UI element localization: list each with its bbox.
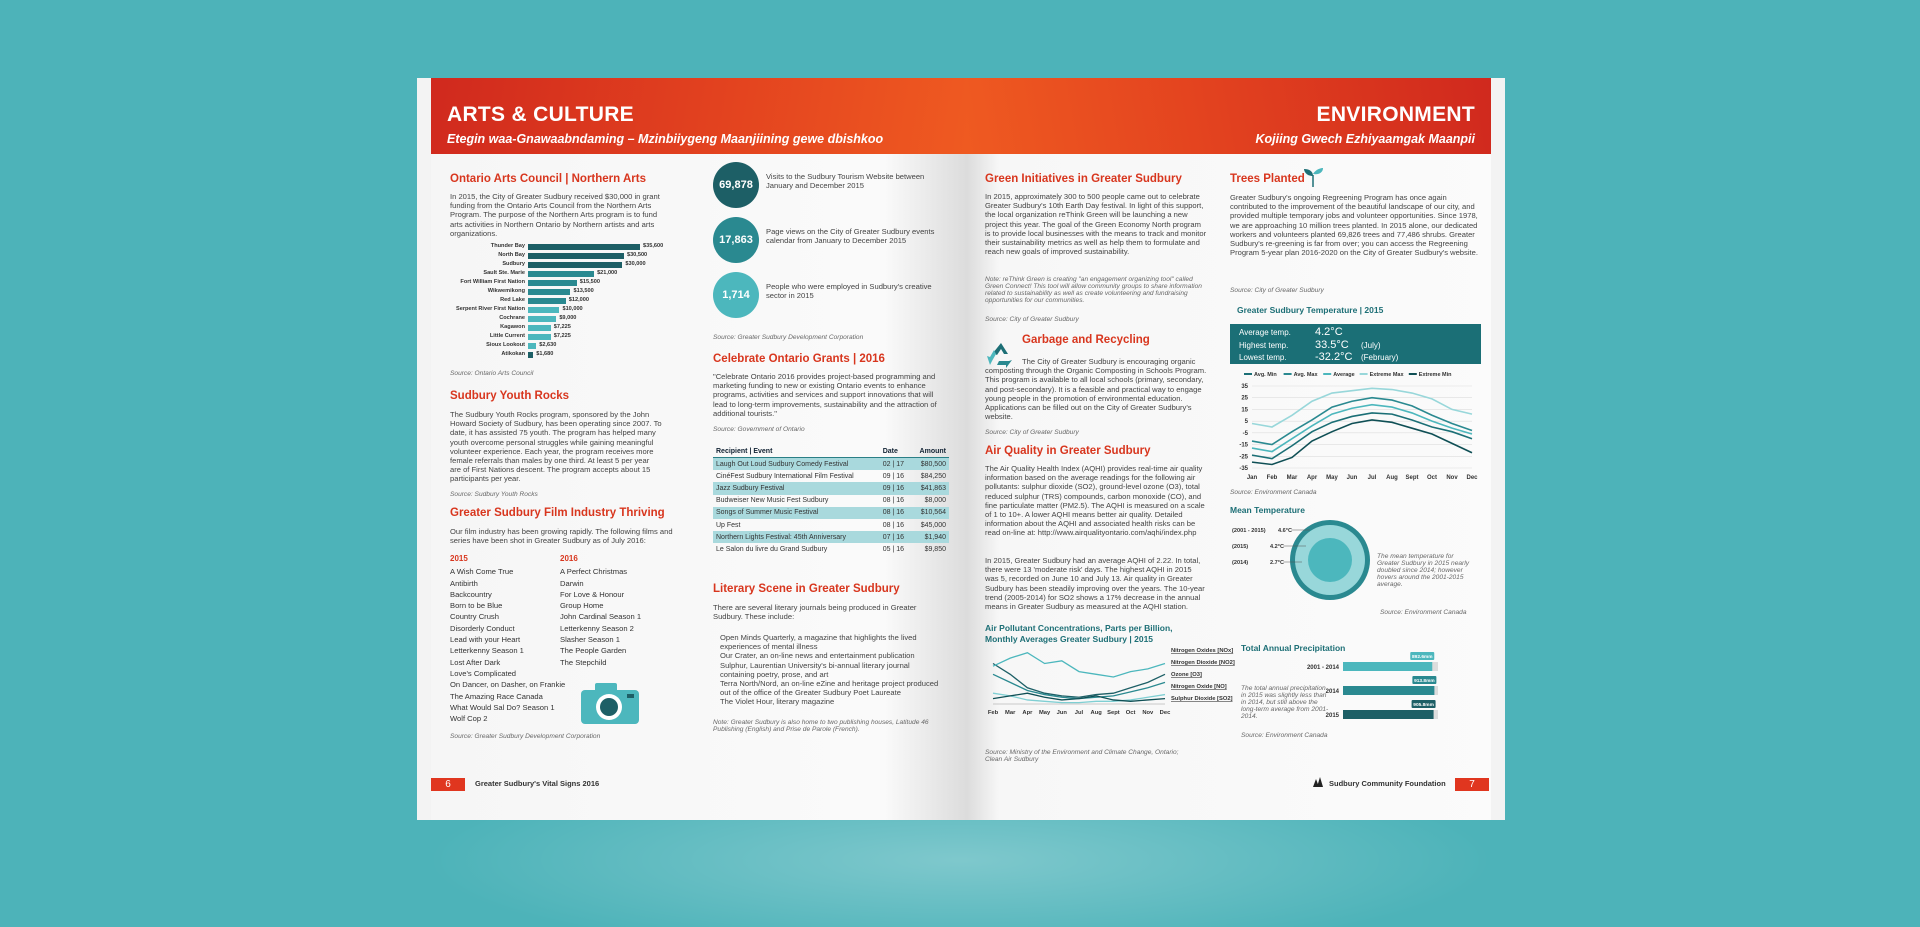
x-tick-label: Feb (987, 710, 999, 716)
page-edge (1491, 78, 1505, 820)
youth-rocks-body: The Sudbury Youth Rocks program, sponsored by the John Howard Society of Sudbury, has been operating since 2007. To date, it has assisted 75 youth. The program has helped many youth overcome personal struggles while gaining meaningful volunteer experience. Each year, the program receives more female referrals than males by one third. At least 5 per year are of First Nations descent. The program accepts about 15 participants per year. (450, 410, 662, 484)
film-title: Country Crush (450, 612, 499, 622)
film-title: A Perfect Christmas (560, 567, 628, 577)
legend-label: Avg. Min (1254, 372, 1277, 378)
bar-value-label: $30,500 (626, 252, 648, 258)
literary-item: Sulphur, Laurentian University's bi-annual literary journal containing poetry, prose, and art (720, 660, 910, 679)
air-chart-title: Air Pollutant Concentrations, Parts per Billion, Monthly Averages Greater Sudbury | 2015 (985, 623, 1173, 644)
bar-value-label: $12,000 (568, 297, 589, 303)
col-event-header: Recipient | Event (713, 446, 880, 458)
event-cell: Jazz Sudbury Festival (713, 482, 880, 494)
table-row (713, 470, 949, 482)
grants-source: Source: Government of Ontario (713, 426, 805, 433)
air-body-2: In 2015, Greater Sudbury had an average AQHI of 2.22. In total, there were 13 'moderate risk' days. The highest AQHI in 2015 was 5, recorded on June 10 and July 13. Air quality in Greater Sudbury has been steadily improving over the years. The 10-year trend (2005-2014) for SO2 shows a 17% decrease in the annual means in Greater Sudbury as measured at the AQHI station. (985, 556, 1205, 612)
page-number: 7 (1455, 778, 1489, 791)
precip-category-label: 2015 (1325, 713, 1339, 719)
film-title: A Wish Come True (450, 567, 514, 577)
table-row (713, 519, 949, 531)
x-tick-label: Sept (1107, 710, 1120, 716)
bar-label: North Bay (498, 252, 525, 258)
x-tick-label: Mar (1286, 475, 1298, 481)
low-temp-when: (February) (1361, 353, 1399, 362)
precipitation-bar-chart (1297, 656, 1487, 724)
event-cell: Northern Lights Festival: 45th Anniversary (713, 531, 880, 543)
x-tick-label: Nov (1446, 475, 1458, 481)
stat-circle: 1,714 (713, 272, 759, 318)
legend-label: Nitrogen Dioxide [NO2] (1171, 660, 1235, 666)
high-temp-label: Highest temp. (1239, 341, 1289, 350)
bar-value-label: $7,225 (553, 333, 571, 339)
x-tick-label: Jan (1246, 475, 1258, 481)
mean-temp-source: Source: Environment Canada (1380, 609, 1467, 616)
legend-label: Extreme Min (1418, 372, 1452, 378)
x-tick-label: May (1038, 710, 1051, 716)
garbage-heading: Garbage and Recycling (1022, 334, 1150, 346)
stats-source: Source: Greater Sudbury Development Corporation (713, 334, 864, 341)
film-title: Darwin (560, 578, 584, 588)
table-row (713, 543, 949, 555)
film-title: Wolf Cop 2 (450, 714, 488, 724)
mean-temp-graphic (1230, 518, 1370, 602)
page-title: ENVIRONMENT (1316, 103, 1475, 126)
bar (528, 325, 551, 331)
x-tick-label: Jul (1367, 475, 1377, 481)
amount-cell: $10,564 (911, 507, 949, 519)
green-heading: Green Initiatives in Greater Sudbury (985, 173, 1182, 185)
page-number: 6 (431, 778, 465, 791)
bar-value-label: $7,225 (553, 324, 571, 330)
right-banner (967, 78, 1491, 154)
mean-temp-period: (2001 - 2015) (1232, 528, 1266, 534)
bar (528, 307, 559, 313)
camera-icon (579, 681, 641, 726)
x-tick-label: Jun (1056, 710, 1067, 716)
x-tick-label: Jul (1074, 710, 1084, 716)
bar-label: Atikokan (501, 351, 525, 357)
bar-label: Little Current (489, 333, 525, 339)
film-title: The Stepchild (560, 657, 607, 667)
films-2016-list (560, 553, 641, 668)
high-temp-value: 33.5°C (1315, 339, 1349, 351)
precip-bar (1343, 710, 1434, 719)
film-title: John Cardinal Season 1 (560, 612, 642, 622)
precip-category-label: 2001 - 2014 (1306, 665, 1339, 671)
x-tick-label: Nov (1142, 710, 1154, 716)
footer-org: Sudbury Community Foundation (1329, 779, 1446, 788)
air-source: Source: Ministry of the Environment and Climate Change, Ontario; Clean Air Sudbury (985, 749, 1179, 763)
bar (528, 289, 570, 295)
legend-label: Sulphur Dioxide [SO2] (1171, 696, 1233, 702)
literary-list (720, 633, 946, 707)
y-tick-label: -5 (1242, 430, 1248, 437)
bar-label: Kagawon (500, 324, 525, 330)
bar (528, 352, 533, 358)
bar-label: Sudbury (502, 261, 525, 267)
temperature-source: Source: Environment Canada (1230, 489, 1317, 496)
film-body: Our film industry has been growing rapidly. The following films and series have been shot in Greater Sudbury as of July 2016: (450, 527, 673, 546)
amount-cell: $80,500 (911, 458, 949, 471)
northern-arts-chart (450, 244, 665, 364)
event-cell: CinéFest Sudbury International Film Festival (716, 472, 854, 480)
youth-rocks-source: Source: Sudbury Youth Rocks (450, 491, 538, 498)
arts-council-source: Source: Ontario Arts Council (450, 370, 534, 377)
table-row (713, 482, 949, 494)
bar-value-label: $35,600 (643, 243, 664, 249)
year-2015-label: 2015 (450, 554, 468, 563)
mean-temp-circle (1308, 538, 1352, 582)
film-title: The People Garden (560, 646, 627, 656)
grants-table (713, 446, 949, 556)
films-2015-list (450, 553, 565, 724)
bar (528, 334, 551, 340)
film-title: Disorderly Conduct (450, 623, 515, 633)
bar-value-label: $15,500 (579, 279, 600, 285)
y-tick-label: 25 (1241, 395, 1248, 402)
bar-label: Sault Ste. Marie (483, 270, 525, 276)
bar-label: Sioux Lookout (486, 342, 525, 348)
bar (528, 316, 556, 322)
trees-heading: Trees Planted (1230, 173, 1305, 185)
bar-label: Serpent River First Nation (455, 306, 525, 312)
garbage-source: Source: City of Greater Sudbury (985, 429, 1079, 436)
avg-temp-value: 4.2°C (1315, 326, 1343, 338)
mean-temp-value: 4.2°C (1270, 544, 1285, 550)
bar (528, 271, 594, 277)
page-edge (417, 78, 431, 820)
bar-label: Wikwemikong (487, 288, 525, 294)
film-title: On Dancer, on Dasher, on Frankie (450, 680, 566, 690)
event-cell: Laugh Out Loud Sudbury Comedy Festival (713, 458, 880, 471)
low-temp-value: -32.2°C (1315, 351, 1353, 363)
arts-council-body: In 2015, the City of Greater Sudbury received $30,000 in grant funding from the Ontario Arts Council from the Northern Arts Program. The purpose of the Northern Arts program is to fund arts activities in Northern Ontario by Northern artists and arts organizations. (450, 192, 660, 238)
col-date-header: Date (880, 446, 912, 458)
x-tick-label: Dec (1159, 710, 1171, 716)
garbage-body: The City of Greater Sudbury is encouraging organic composting through the Organic Composting in Schools Program. This program is available to all local schools (primary, secondary, and post-secondary). It is a feasible and practical way to engage young people in the promotion of environmental education. Applications can be filled out on the City of Greater Sudbury's website. (985, 357, 1207, 422)
film-title: Backcountry (450, 589, 492, 599)
precip-heading: Total Annual Precipitation (1241, 643, 1346, 653)
avg-temp-label: Average temp. (1239, 328, 1291, 337)
amount-cell: $45,000 (920, 521, 946, 529)
page-subtitle: Kojiing Gwech Ezhiyaamgak Maanpii (1255, 132, 1475, 146)
literary-item: The Violet Hour, literary magazine (720, 697, 835, 707)
air-pollutant-chart (985, 648, 1235, 716)
green-source: Source: City of Greater Sudbury (985, 316, 1079, 323)
bar-value-label: $30,000 (625, 261, 646, 267)
mean-temp-value: 4.6°C (1278, 528, 1293, 534)
amount-cell: $41,863 (911, 482, 949, 494)
event-cell: Songs of Summer Music Festival (713, 507, 880, 519)
film-source: Source: Greater Sudbury Development Corporation (450, 733, 601, 740)
film-title: Group Home (560, 601, 604, 611)
bar-value-label: $2,630 (539, 342, 557, 348)
year-2016-label: 2016 (560, 554, 578, 563)
date-cell: 08 | 16 (880, 507, 912, 519)
arts-council-heading: Ontario Arts Council | Northern Arts (450, 173, 646, 185)
precip-bar (1343, 662, 1432, 671)
amount-cell: $1,940 (911, 531, 949, 543)
trees-body: Greater Sudbury's ongoing Regreening Program has once again contributed to the improvement of the beautiful landscape of our city, and provided multiple temporary jobs and volunteer opportunities. Since 1978, we are approaching 10 million trees planted. In 2015 alone, our dedicated workers and volunteers planted 69,826 trees and 77,486 shrubs. Greater Sudbury's re-greening is far from over; you can access the Regreening Program 5-year plan 2016-2020 on the City of Greater Sudbury's website. (1230, 193, 1478, 258)
film-title: Lead with your Heart (450, 635, 521, 645)
air-heading: Air Quality in Greater Sudbury (985, 445, 1151, 457)
legend-label: Extreme Max (1369, 372, 1404, 378)
series-line (993, 653, 1165, 677)
film-title: Letterkenny Season 2 (560, 623, 634, 633)
precip-value-label: 905.8mm (1413, 703, 1434, 708)
bar-value-label: $9,000 (559, 315, 577, 321)
y-tick-label: -35 (1239, 466, 1248, 472)
x-tick-label: Dec (1466, 475, 1478, 481)
series-line (993, 664, 1165, 698)
precip-bar (1343, 686, 1434, 695)
trees-source: Source: City of Greater Sudbury (1230, 287, 1324, 294)
legend-label: Nitrogen Oxide [NO] (1171, 684, 1227, 690)
film-title: For Love & Honour (560, 589, 625, 599)
y-tick-label: -15 (1239, 442, 1248, 449)
bar-value-label: $21,000 (597, 270, 618, 276)
bar-label: Cochrane (499, 315, 525, 321)
precip-note: The total annual precipitation in 2015 was slightly less than in 2014, but still above the long-term average from 2001-2014. (1241, 685, 1329, 720)
mean-temp-period: (2014) (1232, 560, 1249, 566)
amount-cell: $84,250 (920, 472, 946, 480)
precip-value-label: 913.8mm (1414, 679, 1435, 684)
literary-note: Note: Greater Sudbury is also home to two publishing houses, Latitude 46 Publishing (English) and Prise de Parole (French). (713, 719, 929, 733)
y-tick-label: -25 (1239, 454, 1248, 461)
x-tick-label: Aug (1386, 475, 1398, 481)
x-tick-label: Sept (1405, 475, 1419, 481)
film-heading: Greater Sudbury Film Industry Thriving (450, 507, 665, 519)
event-cell: Up Fest (716, 521, 741, 529)
y-tick-label: 5 (1244, 419, 1248, 426)
stat-circle: 17,863 (713, 217, 759, 263)
literary-heading: Literary Scene in Greater Sudbury (713, 583, 900, 595)
film-title: The Amazing Race Canada (450, 691, 543, 701)
date-cell: 07 | 16 (880, 531, 912, 543)
bar-label: Fort William First Nation (460, 279, 525, 285)
film-title: Slasher Season 1 (560, 635, 620, 645)
y-tick-label: 35 (1241, 384, 1248, 390)
left-page (417, 78, 967, 820)
event-cell: Le Salon du livre du Grand Sudbury (716, 545, 828, 553)
amount-cell: $9,850 (924, 545, 946, 553)
brochure-spread (417, 78, 1505, 820)
footer-title: Greater Sudbury's Vital Signs 2016 (475, 779, 600, 788)
temperature-heading: Greater Sudbury Temperature | 2015 (1237, 305, 1384, 315)
legend-label: Ozone [O3] (1171, 672, 1202, 678)
stat-description: Page views on the City of Greater Sudbury events calendar from January to December 2015 (766, 227, 935, 246)
bar-label: Thunder Bay (490, 243, 525, 249)
y-tick-label: 15 (1241, 407, 1248, 414)
date-cell: 08 | 16 (882, 521, 904, 529)
date-cell: 02 | 17 (880, 458, 912, 471)
legend-label: Avg. Max (1293, 372, 1318, 378)
page-subtitle: Etegin waa-Gnawaabndaming – Mzinbiiygeng Maanjiining gewe dbishkoo (447, 132, 884, 146)
low-temp-label: Lowest temp. (1239, 353, 1287, 362)
x-tick-label: Apr (1022, 710, 1033, 716)
table-row (713, 531, 949, 543)
amount-cell: $8,000 (924, 497, 946, 505)
high-temp-when: (July) (1361, 341, 1381, 350)
series-line (1252, 420, 1472, 465)
bar-value-label: $13,500 (573, 288, 594, 294)
green-body: In 2015, approximately 300 to 500 people came out to celebrate Greater Sudbury's 10th Earth Day festival. In light of this support, the local organization reThink Green will be launching a new project this year. The goal of the Green Economy North program is to provide local businesses with the means to track and monitor their sustainability metrics as well as help them to formulate and reach new goals of improved sustainability. (985, 192, 1207, 257)
x-tick-label: Oct (1125, 710, 1136, 716)
table-row (713, 507, 949, 519)
foundation-logo-icon (1311, 775, 1325, 789)
bar (528, 343, 536, 349)
col-amount-header: Amount (911, 446, 949, 458)
film-title: Love's Complicated (450, 668, 517, 678)
literary-item: Our Crater, an on-line news and entertainment publication (720, 651, 915, 661)
date-cell: 09 | 16 (882, 472, 904, 480)
temperature-line-chart (1230, 368, 1482, 486)
precip-value-label: 892.6mm (1411, 655, 1433, 660)
mean-temp-period: (2015) (1232, 544, 1249, 550)
bar (528, 298, 566, 304)
film-title: What Would Sal Do? Season 1 (450, 702, 555, 712)
temperature-summary-box (1230, 324, 1481, 364)
left-banner (431, 78, 967, 154)
bar (528, 280, 577, 286)
x-tick-label: Aug (1090, 710, 1102, 716)
stat-circle: 69,878 (713, 162, 759, 208)
x-tick-label: May (1326, 475, 1338, 481)
film-title: Antibirth (450, 578, 478, 588)
date-cell: 05 | 16 (882, 545, 904, 553)
table-row (713, 458, 949, 471)
mean-temp-heading: Mean Temperature (1230, 505, 1305, 515)
date-cell: 08 | 16 (882, 497, 904, 505)
grants-heading: Celebrate Ontario Grants | 2016 (713, 353, 885, 365)
bar-label: Red Lake (500, 297, 525, 303)
mean-temp-note: The mean temperature for Greater Sudbury in 2015 nearly doubled since 2014; however hovers around the 2001-2015 average. (1377, 553, 1470, 588)
green-note: Note: reThink Green is creating "an engagement organizing tool" called Green Connect! This tool will allow community groups to share information related to sustainability as well as create volunteering and fundraising opportunities for our communities. (985, 276, 1202, 304)
date-cell: 09 | 16 (880, 482, 912, 494)
x-tick-label: Apr (1306, 475, 1318, 481)
event-cell: Budweiser New Music Fest Sudbury (716, 497, 829, 505)
youth-rocks-heading: Sudbury Youth Rocks (450, 390, 570, 402)
literary-item: Open Minds Quarterly, a magazine that highlights the lived experiences of mental illness (720, 633, 917, 652)
page-title: ARTS & CULTURE (447, 103, 634, 126)
sapling-icon (1302, 166, 1324, 188)
mean-temp-value: 2.7°C (1270, 560, 1285, 566)
x-tick-label: Feb (1266, 475, 1278, 481)
precip-category-label: 2014 (1325, 689, 1339, 695)
precip-source: Source: Environment Canada (1241, 732, 1328, 739)
stat-description: People who were employed in Sudbury's creative sector in 2015 (766, 282, 932, 301)
film-title: Lost After Dark (450, 657, 501, 667)
table-row (713, 495, 949, 507)
legend-label: Nitrogen Oxides [NOx] (1171, 648, 1234, 654)
x-tick-label: Oct (1426, 475, 1438, 481)
literary-body: There are several literary journals being produced in Greater Sudbury. These include: (713, 603, 917, 622)
x-tick-label: Mar (1005, 710, 1016, 716)
bar (528, 244, 640, 250)
film-title: Letterkenny Season 1 (450, 646, 524, 656)
bar (528, 262, 622, 268)
film-title: Born to be Blue (450, 601, 503, 611)
literary-item: Terra North/Nord, an on-line eZine and heritage project produced out of the office of the Greater Sudbury Poet Laureate (720, 679, 939, 698)
right-page (967, 78, 1505, 820)
air-body-1: The Air Quality Health Index (AQHI) provides real-time air quality information based on the average readings for the following air pollutants: sulphur dioxide (SO2), ground-level ozone (O3), total reduced sulphur (TRS) compounds, carbon monoxide (CO), and fine particulate matter (PM2.5). The AQHI is measured on a scale of 1 to 10+. A lower AQHI means better air quality. Detailed information about the AQHI and associated health risks can be read on-line at: http://www.airqualityontario.com/aqhi/index.php (985, 464, 1205, 538)
legend-label: Average (1333, 372, 1355, 378)
stat-description: Visits to the Sudbury Tourism Website between January and December 2015 (766, 172, 925, 191)
bar (528, 253, 624, 259)
x-tick-label: Jun (1346, 475, 1358, 481)
bar-value-label: $1,680 (536, 351, 554, 357)
bar-value-label: $10,000 (562, 306, 583, 312)
grants-body: "Celebrate Ontario 2016 provides project-based programming and marketing funding to new or existing Ontario events to enhance programs, activities and services and support innovations that will lead to long-term improvements, sustainability and the attraction of additional tourists." (713, 372, 937, 418)
